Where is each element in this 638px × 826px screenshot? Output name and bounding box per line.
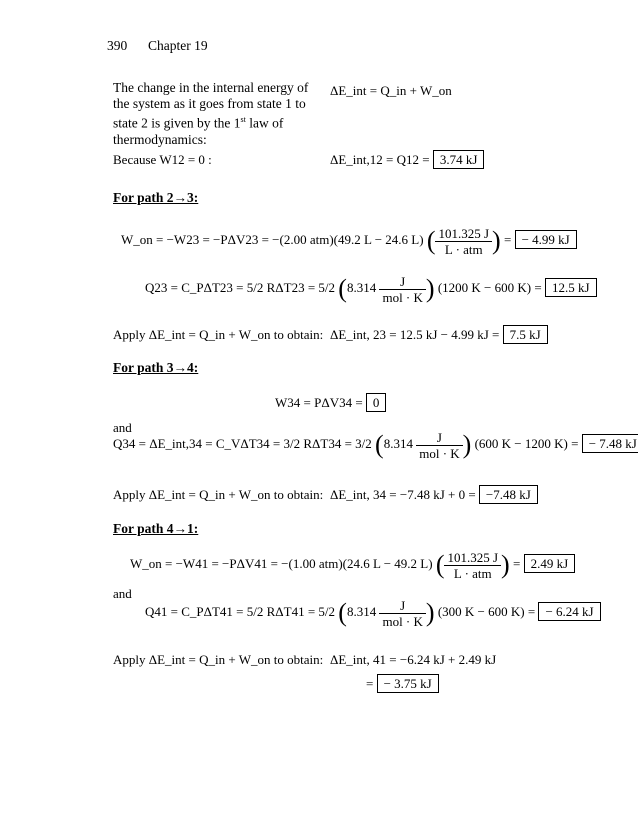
because-label: Because W12 = 0 :	[113, 152, 212, 167]
path-23-heading: For path 2→3:	[113, 190, 199, 205]
fraction-denominator: mol · K	[419, 445, 460, 461]
path-41-work-fraction	[444, 550, 501, 581]
path-23-heat-paren: (1200 K − 600 K) =	[437, 280, 542, 295]
path-34-heat-equation	[113, 426, 638, 462]
path-34-work-result-box: 0	[366, 393, 387, 412]
path-41-heat-lhs: Q41 = C_PΔT41 = 5/2 RΔT41 = 5/2	[145, 604, 336, 619]
path-23-apply-equation	[330, 327, 548, 343]
path-41-and-label: and	[113, 586, 132, 601]
path-34-apply-eq-text: ΔE_int, 34 = −7.48 kJ + 0 =	[330, 487, 476, 502]
path-23-apply-text: Apply ΔE_int = Q_in + W_on to obtain:	[113, 327, 324, 342]
path-41-apply-result-box: − 3.75 kJ	[377, 674, 439, 693]
path-41-apply-text: Apply ΔE_int = Q_in + W_on to obtain:	[113, 652, 324, 667]
fraction-numerator: 101.325 J	[435, 226, 492, 242]
gas-constant: 8.314	[383, 436, 413, 451]
path-41-work-lhs: W_on = −W41 = −PΔV41 = −(1.00 atm)(24.6 L − 49.2 L)	[130, 556, 433, 571]
open-paren: (	[338, 274, 347, 304]
close-paren: )	[425, 598, 435, 628]
equals-sign: =	[366, 676, 374, 691]
path-41-heat-paren: (300 K − 600 K) =	[437, 604, 536, 619]
path-41-heat-result-box: − 6.24 kJ	[538, 602, 600, 621]
path-34-apply-result-box: −7.48 kJ	[479, 485, 538, 504]
path-41-heading: For path 4→1:	[113, 521, 199, 536]
path-34-heading: For path 3→4:	[113, 360, 199, 375]
open-paren: (	[426, 226, 436, 256]
because-equation	[330, 152, 484, 168]
path-34-apply-text: Apply ΔE_int = Q_in + W_on to obtain:	[113, 487, 324, 502]
fraction-denominator: mol · K	[382, 613, 423, 629]
path-41-heat-equation	[145, 594, 601, 630]
close-paren: )	[425, 274, 435, 304]
fraction-numerator: J	[379, 598, 425, 614]
fraction-denominator: L · atm	[444, 241, 483, 257]
intro-paragraph	[113, 80, 313, 148]
path-23-heat-equation	[145, 270, 597, 306]
gas-constant: 8.314	[346, 280, 377, 295]
path-23-heat-fraction	[379, 274, 425, 305]
path-23-apply-eq-text: ΔE_int, 23 = 12.5 kJ − 4.99 kJ =	[330, 327, 500, 342]
first-law-equation: ΔE_int = Q_in + W_on	[330, 83, 452, 98]
intro-line-4: thermodynamics:	[113, 131, 207, 147]
intro-line-1: The change in the internal energy of	[113, 80, 309, 95]
fraction-numerator: J	[416, 430, 462, 446]
path-41-work-result-box: 2.49 kJ	[524, 554, 576, 573]
gas-constant: 8.314	[346, 604, 377, 619]
open-paren: (	[435, 550, 445, 580]
path-23-heat-result-box: 12.5 kJ	[545, 278, 597, 297]
path-34-apply-equation	[330, 487, 538, 503]
path-34-heat-paren: (600 K − 1200 K) =	[474, 436, 579, 451]
intro-line-3a: state 2 is given by the 1	[113, 115, 241, 131]
path-23-work-result-box: − 4.99 kJ	[515, 230, 577, 249]
fraction-denominator: L · atm	[453, 565, 492, 581]
path-34-work-text: W34 = PΔV34 =	[275, 395, 363, 410]
path-23-heat-lhs: Q23 = C_PΔT23 = 5/2 RΔT23 = 5/2	[145, 280, 336, 295]
path-34-heat-fraction	[416, 430, 462, 461]
intro-line-2: the system as it goes from state 1 to	[113, 96, 306, 111]
open-paren: (	[375, 430, 384, 460]
chapter-title: Chapter 19	[148, 38, 208, 53]
close-paren: )	[501, 550, 510, 580]
path-41-apply-equation-line2	[366, 676, 439, 692]
intro-superscript: st	[240, 115, 246, 124]
fraction-numerator: 101.325 J	[444, 550, 501, 566]
path-41-apply-equation-line1: ΔE_int, 41 = −6.24 kJ + 2.49 kJ	[330, 652, 497, 667]
path-23-work-lhs: W_on = −W23 = −PΔV23 = −(2.00 atm)(49.2 L − 24.6 L)	[121, 232, 424, 247]
page-number: 390	[107, 38, 128, 53]
close-paren: )	[462, 430, 472, 460]
intro-line-3b: law of	[245, 115, 284, 131]
path-34-and-label: and	[113, 420, 132, 435]
open-paren: (	[338, 598, 347, 628]
path-23-apply-result-box: 7.5 kJ	[503, 325, 548, 344]
path-23-work-equation: W_on = −W23 = −PΔV23 = −(2.00 atm)(49.2 L − 24.6 L) ( $\frac{101.325 J}{\text{L · atm}}$ ) = − 4.99 kJ	[121, 222, 577, 258]
close-paren: )	[492, 226, 501, 256]
because-result-box: 3.74 kJ	[433, 150, 485, 169]
fraction-numerator: J	[379, 274, 425, 290]
path-41-heat-fraction	[379, 598, 425, 629]
path-34-work-equation	[275, 395, 386, 411]
path-34-heat-lhs: Q34 = ΔE_int,34 = C_VΔT34 = 3/2 RΔT34 = 3/2	[113, 436, 372, 451]
path-34-heat-result-box: − 7.48 kJ	[582, 434, 638, 453]
fraction-denominator: mol · K	[382, 289, 423, 305]
path-23-work-fraction	[435, 226, 492, 257]
because-equation-text: ΔE_int,12 = Q12 =	[330, 152, 430, 167]
path-41-work-equation: W_on = −W41 = −PΔV41 = −(1.00 atm)(24.6 L − 49.2 L) ( $\frac{101.325 J}{\text{L · atm}}$ ) = 2.49 kJ	[130, 546, 575, 582]
